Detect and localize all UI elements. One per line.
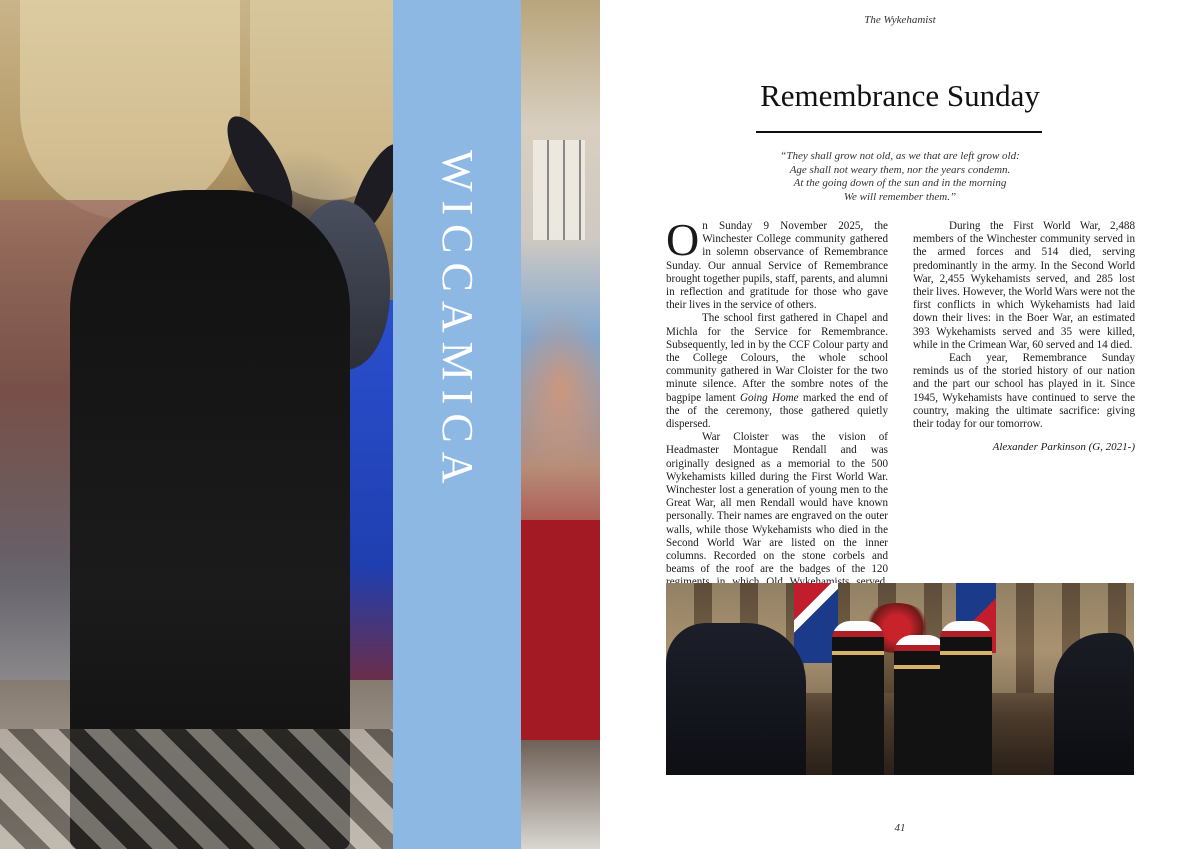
section-strip [393,0,521,849]
epigraph-line: At the going down of the sun and in the morning [793,177,1007,189]
tiled-floor [0,729,393,849]
paragraph: On Sunday 9 November 2025, the Winchester College community gathered in solemn observance of Remembrance Sunday. Our annual Service of Remembrance brought together pupils, staff, parents, and alumni in reflection and gratitude for those who gave their lives in the service of others. [666,214,888,312]
epigraph-line: “They shall grow not old, as we that are left grow old: [780,150,1020,162]
section-title: WICCAMICA [433,150,482,493]
congregation [1054,633,1134,775]
ccf-colour-party-photo [666,583,1134,775]
epigraph-line: Age shall not weary them, nor the years condemn. [789,163,1011,176]
paragraph: War Cloister was the vision of Headmaster Montague Rendall and was originally designed as a memorial to the 500 Wykehamists killed during the First World War. Winchester lost a generation of young men to the Great War, all men Rendall would have known personally. Their names are engraved on the outer walls, while those Wykehamists who died in the Second World War are listed on the inner columns. Recorded on the stone corbels and beams of the roof are the badges of the 120 [666,431,888,576]
epigraph [690,150,1110,204]
right-page [600,0,1200,849]
congregation [666,623,806,775]
cadet [894,635,946,775]
running-head: The Wykehamist [864,14,936,26]
costume-performance-photo [0,0,393,849]
epigraph-line: We will remember them.” [843,190,957,203]
column-left [666,214,888,576]
paragraph: Each year, Remembrance Sunday reminds us of the storied history of our nation and the part our school has played in it. Since 1945, Wykehamists have continued to serve the country, making the ultimate sacrifice: giving their today for our tomorrow. [913,352,1135,431]
window [533,140,585,240]
mural-photo-slice [521,0,600,849]
red-cloth [521,520,600,740]
article-title: Remembrance Sunday [760,78,1040,113]
cloister-arch [20,0,240,220]
page-number: 41 [894,822,906,834]
drop-cap: O [666,214,700,265]
cadet [940,621,992,775]
article-body [666,214,1135,576]
paragraph: The school first gathered in Chapel and Michla for the Service for Remembrance. Subsequently, led in by the CCF Colour party and the College Colours, the whole school community gathered in War Cloister for the two minute silence. After the sombre notes of the bagpipe lament Going Home marked the end of the of the ceremony, those gathered quietly dispersed. [666,312,888,431]
byline: Alexander Parkinson (G, 2021-) [992,441,1135,454]
paragraph: During the First World War, 2,488 members of the Winchester community served in the armed forces and 514 died, serving predominantly in the army. In the Second World War, 2,455 Wykehamists served, and 285 lost their lives. However, the World Wars were not the first conflicts in which Wykehamists had laid down their lives: in the Boer War, an estimated 393 Wykehamists served and 35 were killed, while in the Crimean War, 60 served and 14 died. [913,220,1135,351]
cadet [832,621,884,775]
column-right [913,220,1135,570]
title-rule [756,131,1042,133]
